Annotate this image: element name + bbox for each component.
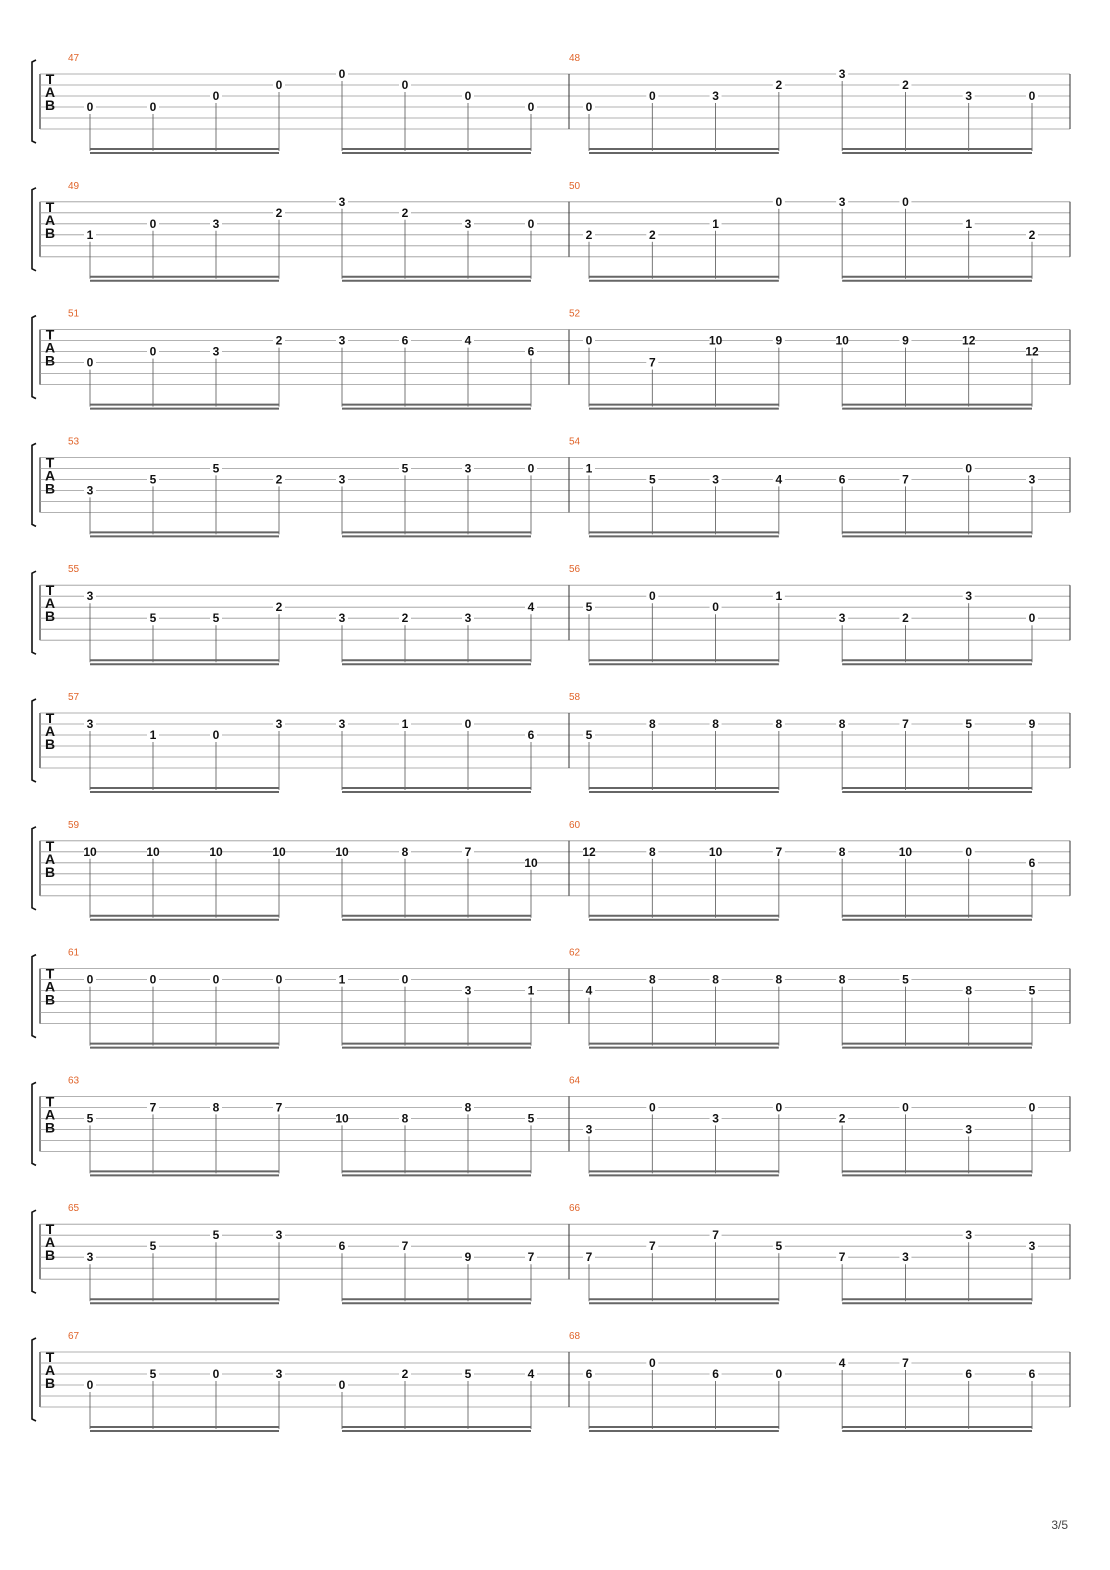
tab-clef-letter: A xyxy=(44,1362,56,1378)
fret-number: 5 xyxy=(585,600,593,615)
fret-number: 8 xyxy=(212,1100,220,1115)
fret-number: 0 xyxy=(464,717,472,731)
fret-number: 3 xyxy=(212,344,220,359)
fret-number: 5 xyxy=(965,717,973,731)
fret-number: 1 xyxy=(149,728,157,742)
fret-number: 2 xyxy=(275,205,283,220)
fret-number: 0 xyxy=(965,461,973,476)
fret-number: 4 xyxy=(527,600,535,615)
fret-number: 0 xyxy=(648,1100,656,1115)
fret-number: 10 xyxy=(209,844,223,859)
measure-number: 50 xyxy=(569,180,581,192)
fret-number: 0 xyxy=(585,333,593,348)
tab-clef-letter: T xyxy=(45,1221,55,1238)
tab-clef-letter: A xyxy=(44,1234,56,1251)
fret-number: 8 xyxy=(965,983,973,998)
fret-number: 12 xyxy=(962,333,976,348)
fret-number: 3 xyxy=(902,1250,909,1265)
tab-clef-letter: B xyxy=(44,224,56,241)
tab-clef-letter: T xyxy=(45,454,55,471)
fret-number: 5 xyxy=(149,611,157,626)
fret-number: 1 xyxy=(86,227,94,242)
fret-number: 8 xyxy=(775,972,783,987)
fret-number: 5 xyxy=(86,1111,94,1126)
measure-number: 68 xyxy=(569,1331,581,1342)
tab-clef-letter: T xyxy=(45,71,55,87)
fret-number: 3 xyxy=(338,472,346,487)
fret-number: 10 xyxy=(708,844,723,859)
tab-clef-letter: B xyxy=(44,863,56,880)
fret-number: 3 xyxy=(965,1122,973,1137)
fret-number: 8 xyxy=(838,717,846,731)
fret-number: 7 xyxy=(585,1250,593,1265)
fret-number: 6 xyxy=(712,1367,719,1381)
fret-number: 0 xyxy=(212,89,220,103)
fret-number: 3 xyxy=(965,89,973,103)
fret-number: 7 xyxy=(149,1100,157,1115)
system-bracket xyxy=(32,955,36,1038)
fret-number: 3 xyxy=(1028,1239,1036,1254)
fret-number: 3 xyxy=(1028,472,1036,487)
fret-number: 6 xyxy=(338,1239,346,1254)
fret-number: 3 xyxy=(338,611,346,626)
tab-clef-letter: B xyxy=(44,1247,56,1264)
fret-number: 2 xyxy=(401,611,409,626)
fret-number: 5 xyxy=(212,611,220,626)
system-bracket xyxy=(32,1082,36,1165)
fret-number: 3 xyxy=(86,589,94,604)
fret-number: 5 xyxy=(149,1367,157,1381)
fret-number: 7 xyxy=(401,1239,409,1254)
fret-number: 3 xyxy=(86,483,94,498)
system-bracket xyxy=(32,316,36,399)
fret-number: 7 xyxy=(902,717,909,731)
fret-number: 0 xyxy=(712,600,719,615)
tab-clef-letter: T xyxy=(45,710,55,726)
measure-number: 60 xyxy=(569,819,581,831)
fret-number: 6 xyxy=(527,728,535,742)
fret-number: 8 xyxy=(712,717,719,731)
fret-number: 6 xyxy=(585,1367,593,1381)
fret-number: 1 xyxy=(585,461,593,476)
system-bracket xyxy=(32,571,36,654)
fret-number: 10 xyxy=(835,333,849,348)
fret-number: 6 xyxy=(401,333,409,348)
fret-number: 5 xyxy=(149,472,157,487)
fret-number: 6 xyxy=(527,344,535,359)
fret-number: 7 xyxy=(775,844,783,859)
tab-clef-letter: T xyxy=(45,198,55,215)
fret-number: 8 xyxy=(464,1100,472,1115)
fret-number: 9 xyxy=(902,333,909,348)
fret-number: 0 xyxy=(648,1356,656,1370)
tab-clef-letter: T xyxy=(45,965,55,982)
fret-number: 8 xyxy=(401,844,409,859)
fret-number: 0 xyxy=(585,100,593,114)
tab-clef-letter: T xyxy=(45,1093,55,1110)
measure-number: 53 xyxy=(68,436,80,448)
measure-number: 62 xyxy=(569,947,581,959)
tab-clef-letter: A xyxy=(44,339,56,356)
fret-number: 7 xyxy=(902,1356,909,1370)
fret-number: 8 xyxy=(648,717,656,731)
tab-clef-letter: A xyxy=(44,211,56,228)
fret-number: 0 xyxy=(149,216,157,231)
fret-number: 8 xyxy=(648,972,656,987)
fret-number: 2 xyxy=(585,227,593,242)
tab-clef-letter: T xyxy=(45,326,55,343)
fret-number: 3 xyxy=(338,333,346,348)
measure-number: 67 xyxy=(68,1331,80,1342)
measure-number: 56 xyxy=(569,564,581,576)
fret-number: 8 xyxy=(648,844,656,859)
fret-number: 10 xyxy=(83,844,97,859)
fret-number: 3 xyxy=(464,461,472,476)
fret-number: 0 xyxy=(648,89,656,103)
fret-number: 5 xyxy=(1028,983,1036,998)
fret-number: 5 xyxy=(527,1111,535,1126)
fret-number: 10 xyxy=(898,844,913,859)
fret-number: 12 xyxy=(582,844,596,859)
fret-number: 0 xyxy=(86,100,94,114)
tab-clef-letter: A xyxy=(44,978,56,995)
fret-number: 0 xyxy=(902,194,909,209)
fret-number: 2 xyxy=(902,611,909,626)
fret-number: 3 xyxy=(712,89,719,103)
tab-clef-letter: B xyxy=(44,1375,56,1391)
fret-number: 10 xyxy=(335,844,349,859)
fret-number: 7 xyxy=(712,1228,719,1243)
tab-clef-letter: T xyxy=(45,837,55,854)
fret-number: 0 xyxy=(212,1367,220,1381)
fret-number: 7 xyxy=(648,1239,656,1254)
fret-number: 4 xyxy=(838,1356,846,1370)
fret-number: 6 xyxy=(1028,1367,1036,1381)
tab-clef-letter: B xyxy=(44,1119,56,1136)
fret-number: 0 xyxy=(1028,1100,1036,1115)
fret-number: 7 xyxy=(464,844,472,859)
measure-number: 58 xyxy=(569,692,581,703)
fret-number: 0 xyxy=(149,100,157,114)
tab-clef-letter: A xyxy=(44,723,56,739)
tab-clef-letter: B xyxy=(44,991,56,1008)
tab-clef-letter: T xyxy=(45,1349,55,1365)
measure-number: 54 xyxy=(569,436,581,448)
fret-number: 3 xyxy=(464,983,472,998)
fret-number: 6 xyxy=(1028,855,1036,870)
measure-number: 49 xyxy=(68,180,80,192)
fret-number: 10 xyxy=(524,855,538,870)
fret-number: 3 xyxy=(712,472,719,487)
fret-number: 9 xyxy=(775,333,783,348)
fret-number: 7 xyxy=(902,472,909,487)
tab-clef-letter: A xyxy=(44,595,56,612)
fret-number: 10 xyxy=(272,844,286,859)
fret-number: 3 xyxy=(86,1250,94,1265)
fret-number: 3 xyxy=(275,1228,283,1243)
fret-number: 10 xyxy=(335,1111,349,1126)
fret-number: 0 xyxy=(275,972,283,987)
fret-number: 8 xyxy=(401,1111,409,1126)
fret-number: 4 xyxy=(775,472,783,487)
fret-number: 1 xyxy=(775,589,783,604)
fret-number: 3 xyxy=(838,194,846,209)
fret-number: 0 xyxy=(149,972,157,987)
fret-number: 1 xyxy=(527,983,535,998)
fret-number: 3 xyxy=(965,589,973,604)
fret-number: 5 xyxy=(648,472,656,487)
system-bracket xyxy=(32,60,36,143)
tab-clef-letter: A xyxy=(44,850,56,867)
measure-number: 59 xyxy=(68,819,80,831)
system-bracket xyxy=(32,1210,36,1293)
fret-number: 0 xyxy=(775,1367,783,1381)
fret-number: 8 xyxy=(838,972,846,987)
fret-number: 3 xyxy=(275,717,283,731)
fret-number: 4 xyxy=(585,983,593,998)
fret-number: 5 xyxy=(212,1228,220,1243)
tab-clef-letter: B xyxy=(44,736,56,752)
tab-clef-letter: A xyxy=(44,1106,56,1123)
fret-number: 1 xyxy=(965,216,973,231)
fret-number: 1 xyxy=(712,216,719,231)
fret-number: 5 xyxy=(775,1239,783,1254)
fret-number: 0 xyxy=(965,844,973,859)
fret-number: 2 xyxy=(902,78,909,92)
fret-number: 2 xyxy=(838,1111,846,1126)
tab-clef-letter: B xyxy=(44,352,56,369)
fret-number: 0 xyxy=(338,1378,346,1392)
fret-number: 3 xyxy=(338,717,346,731)
system-bracket xyxy=(32,699,36,782)
measure-number: 52 xyxy=(569,308,581,320)
fret-number: 0 xyxy=(1028,611,1036,626)
measure-number: 55 xyxy=(68,564,80,576)
tab-clef-letter: A xyxy=(44,84,56,100)
fret-number: 3 xyxy=(86,717,94,731)
measure-number: 64 xyxy=(569,1075,581,1087)
fret-number: 4 xyxy=(464,333,472,348)
fret-number: 7 xyxy=(838,1250,846,1265)
fret-number: 2 xyxy=(648,227,656,242)
fret-number: 2 xyxy=(275,333,283,348)
fret-number: 7 xyxy=(648,355,656,370)
fret-number: 0 xyxy=(338,67,346,81)
fret-number: 2 xyxy=(275,472,283,487)
fret-number: 0 xyxy=(86,355,94,370)
fret-number: 0 xyxy=(401,972,409,987)
fret-number: 3 xyxy=(464,216,472,231)
tab-clef-letter: B xyxy=(44,480,56,497)
system-bracket xyxy=(32,443,36,526)
fret-number: 0 xyxy=(527,461,535,476)
fret-number: 3 xyxy=(275,1367,283,1381)
fret-number: 5 xyxy=(212,461,220,476)
fret-number: 3 xyxy=(212,216,220,231)
fret-number: 7 xyxy=(527,1250,535,1265)
measure-number: 51 xyxy=(68,308,80,320)
fret-number: 9 xyxy=(464,1250,472,1265)
fret-number: 3 xyxy=(838,67,846,81)
fret-number: 2 xyxy=(401,205,409,220)
fret-number: 0 xyxy=(527,216,535,231)
fret-number: 6 xyxy=(838,472,846,487)
tab-clef-letter: B xyxy=(44,608,56,625)
fret-number: 5 xyxy=(401,461,409,476)
fret-number: 3 xyxy=(712,1111,719,1126)
tab-clef-letter: T xyxy=(45,582,55,599)
fret-number: 0 xyxy=(775,1100,783,1115)
tab-clef-letter: B xyxy=(44,97,56,113)
tab-clef-letter: A xyxy=(44,467,56,484)
fret-number: 1 xyxy=(338,972,346,987)
system-bracket xyxy=(32,827,36,910)
fret-number: 3 xyxy=(585,1122,593,1137)
fret-number: 3 xyxy=(464,611,472,626)
measure-number: 57 xyxy=(68,692,80,703)
measure-number: 48 xyxy=(569,53,581,64)
fret-number: 0 xyxy=(401,78,409,92)
page-number: 3/5 xyxy=(1051,1518,1068,1532)
fret-number: 0 xyxy=(275,78,283,92)
fret-number: 0 xyxy=(212,972,220,987)
fret-number: 4 xyxy=(527,1367,535,1381)
measure-number: 65 xyxy=(68,1203,80,1215)
measure-number: 47 xyxy=(68,53,80,64)
fret-number: 3 xyxy=(838,611,846,626)
fret-number: 8 xyxy=(838,844,846,859)
system-bracket xyxy=(32,1338,36,1421)
fret-number: 3 xyxy=(965,1228,973,1243)
fret-number: 0 xyxy=(1028,89,1036,103)
measure-number: 66 xyxy=(569,1203,581,1215)
fret-number: 0 xyxy=(149,344,157,359)
system-bracket xyxy=(32,188,36,271)
fret-number: 5 xyxy=(902,972,909,987)
fret-number: 0 xyxy=(648,589,656,604)
fret-number: 9 xyxy=(1028,717,1036,731)
measure-number: 61 xyxy=(68,947,80,959)
fret-number: 0 xyxy=(464,89,472,103)
fret-number: 5 xyxy=(585,728,593,742)
fret-number: 0 xyxy=(86,1378,94,1392)
fret-number: 2 xyxy=(775,78,783,92)
fret-number: 8 xyxy=(775,717,783,731)
fret-number: 2 xyxy=(401,1367,409,1381)
fret-number: 5 xyxy=(464,1367,472,1381)
fret-number: 10 xyxy=(708,333,723,348)
fret-number: 10 xyxy=(146,844,160,859)
fret-number: 0 xyxy=(86,972,94,987)
fret-number: 0 xyxy=(902,1100,909,1115)
fret-number: 2 xyxy=(275,600,283,615)
fret-number: 6 xyxy=(965,1367,973,1381)
fret-number: 7 xyxy=(275,1100,283,1115)
fret-number: 1 xyxy=(401,717,409,731)
fret-number: 2 xyxy=(1028,227,1036,242)
fret-number: 12 xyxy=(1025,344,1039,359)
fret-number: 5 xyxy=(149,1239,157,1254)
fret-number: 3 xyxy=(338,194,346,209)
fret-number: 0 xyxy=(212,728,220,742)
fret-number: 0 xyxy=(527,100,535,114)
measure-number: 63 xyxy=(68,1075,80,1087)
fret-number: 8 xyxy=(712,972,719,987)
fret-number: 0 xyxy=(775,194,783,209)
